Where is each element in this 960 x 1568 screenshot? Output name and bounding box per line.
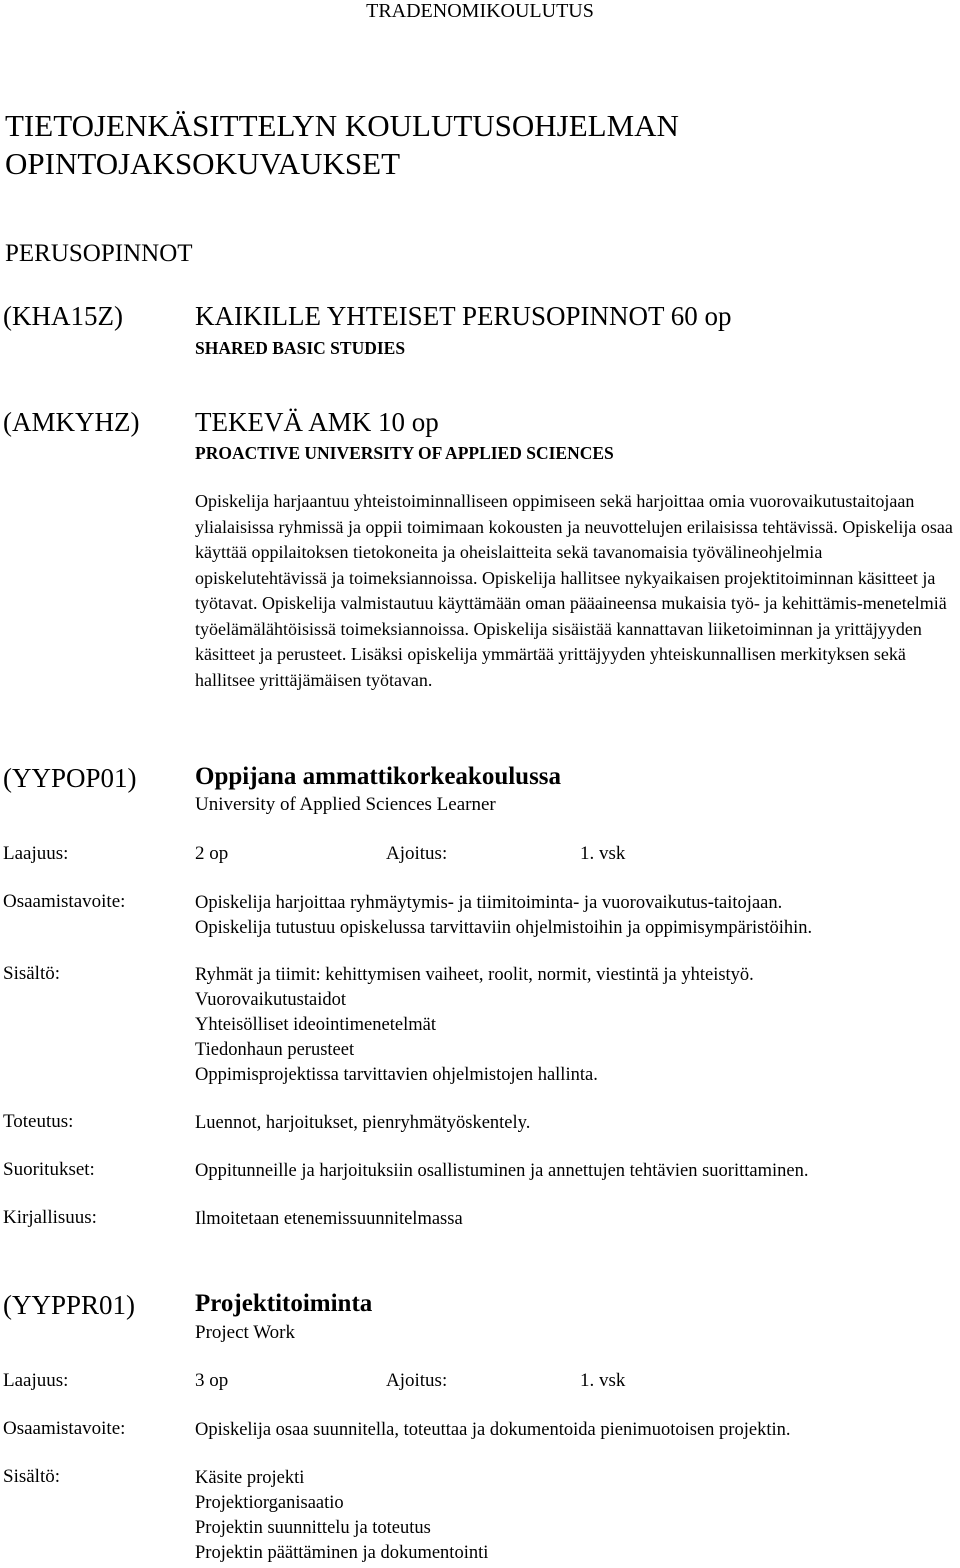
course1-sisalto-line: Vuorovaikutustaidot <box>195 990 346 1010</box>
course1-laajuus-value: 2 op <box>195 843 229 864</box>
course1-code: (YYPOP01) <box>3 763 137 793</box>
group2-description: Opiskelija harjaantuu yhteistoiminnalliseen oppimiseen sekä harjoittaa omia vuorovaikutustaitojaan ylialaisissa ryhmissä ja oppii toimimaan kokousten ja neuvottelujen erilaisissa tehtävissä. Opiskelija osaa käyttää oppilaitoksen tietokoneita ja oheislaitteita sekä tavanomaisia työvälineohjelmia opiskelutehtävissä ja toimeksiannoissa. Opiskelija hallitsee nykyaikaisen projektitoiminnan käsitteet ja työtavat. Opiskelija valmistautuu käyttämään oman pääaineensa mukaisia työ- ja kehittämis-menetelmiä työelämälähtöisissä toimeksiannoissa. Opiskelija sisäistää kannattavan liiketoiminnan ja yrittäjyyden käsitteet ja perusteet. Lisäksi opiskelija ymmärtää yrittäjyyden yhteiskunnallisen merkityksen sekä hallitsee yrittäjämäisen työtavan. <box>195 491 953 690</box>
course2-sisalto-label: Sisältö: <box>3 1466 61 1487</box>
group1-code: (KHA15Z) <box>3 301 123 331</box>
course1-sisalto-line: Yhteisölliset ideointimenetelmät <box>195 1015 436 1035</box>
document-title-line2: OPINTOJAKSOKUVAUKSET <box>5 146 401 181</box>
course1-suoritukset-value: Oppitunneille ja harjoituksiin osallistuminen ja annettujen tehtävien suorittaminen. <box>195 1161 809 1181</box>
course1-laajuus-label: Laajuus: <box>3 843 69 864</box>
course2-osaamis-label: Osaamistavoite: <box>3 1418 126 1439</box>
course1-ajoitus-value: 1. vsk <box>580 843 626 864</box>
group2-code: (AMKYHZ) <box>3 407 140 437</box>
document-title-line1: TIETOJENKÄSITTELYN KOULUTUSOHJELMAN <box>5 108 679 143</box>
course1-toteutus-value: Luennot, harjoitukset, pienryhmätyöskentely. <box>195 1113 531 1133</box>
document-header: TRADENOMIKOULUTUS <box>366 0 594 22</box>
course2-ajoitus-value: 1. vsk <box>580 1370 626 1391</box>
course2-ajoitus-label: Ajoitus: <box>386 1370 448 1391</box>
course2-sisalto-line: Projektin päättäminen ja dokumentointi <box>195 1543 489 1563</box>
course1-sisalto-line: Tiedonhaun perusteet <box>195 1040 355 1060</box>
group2-subtitle: PROACTIVE UNIVERSITY OF APPLIED SCIENCES <box>195 443 614 463</box>
course2-code: (YYPPR01) <box>3 1290 136 1320</box>
course1-toteutus-label: Toteutus: <box>3 1111 74 1132</box>
course2-sisalto-line: Projektiorganisaatio <box>195 1493 344 1513</box>
course2-title: Projektitoiminta <box>195 1290 373 1317</box>
course1-sisalto-label: Sisältö: <box>3 963 61 984</box>
course1-ajoitus-label: Ajoitus: <box>386 843 448 864</box>
group2-title: TEKEVÄ AMK 10 op <box>195 407 439 437</box>
course2-laajuus-value: 3 op <box>195 1370 229 1391</box>
group1-subtitle: SHARED BASIC STUDIES <box>195 338 406 358</box>
course1-sisalto-line: Oppimisprojektissa tarvittavien ohjelmistojen hallinta. <box>195 1065 598 1085</box>
course1-title: Oppijana ammattikorkeakoulussa <box>195 763 562 790</box>
course2-laajuus-label: Laajuus: <box>3 1370 69 1391</box>
group1-title: KAIKILLE YHTEISET PERUSOPINNOT 60 op <box>195 301 732 331</box>
course1-sisalto-line: Ryhmät ja tiimit: kehittymisen vaiheet, roolit, normit, viestintä ja yhteistyö. <box>195 965 754 985</box>
course1-osaamis-label: Osaamistavoite: <box>3 891 126 912</box>
course2-sisalto-line: Käsite projekti <box>195 1468 305 1488</box>
course2-subtitle: Project Work <box>195 1322 295 1343</box>
course2-sisalto-line: Projektin suunnittelu ja toteutus <box>195 1518 431 1538</box>
course1-suoritukset-label: Suoritukset: <box>3 1159 95 1180</box>
course1-kirjallisuus-value: Ilmoitetaan etenemissuunnitelmassa <box>195 1209 463 1229</box>
course1-osaamis-line: Opiskelija tutustuu opiskelussa tarvittaviin ohjelmistoihin ja oppimisympäristöihin. <box>195 918 813 938</box>
section-heading: PERUSOPINNOT <box>5 240 193 267</box>
course1-kirjallisuus-label: Kirjallisuus: <box>3 1207 97 1228</box>
course2-osaamis-value: Opiskelija osaa suunnitella, toteuttaa ja dokumentoida pienimuotoisen projektin. <box>195 1420 791 1440</box>
course1-subtitle: University of Applied Sciences Learner <box>195 794 496 815</box>
course1-osaamis-line: Opiskelija harjoittaa ryhmäytymis- ja tiimitoiminta- ja vuorovaikutus-taitojaan. <box>195 893 783 913</box>
